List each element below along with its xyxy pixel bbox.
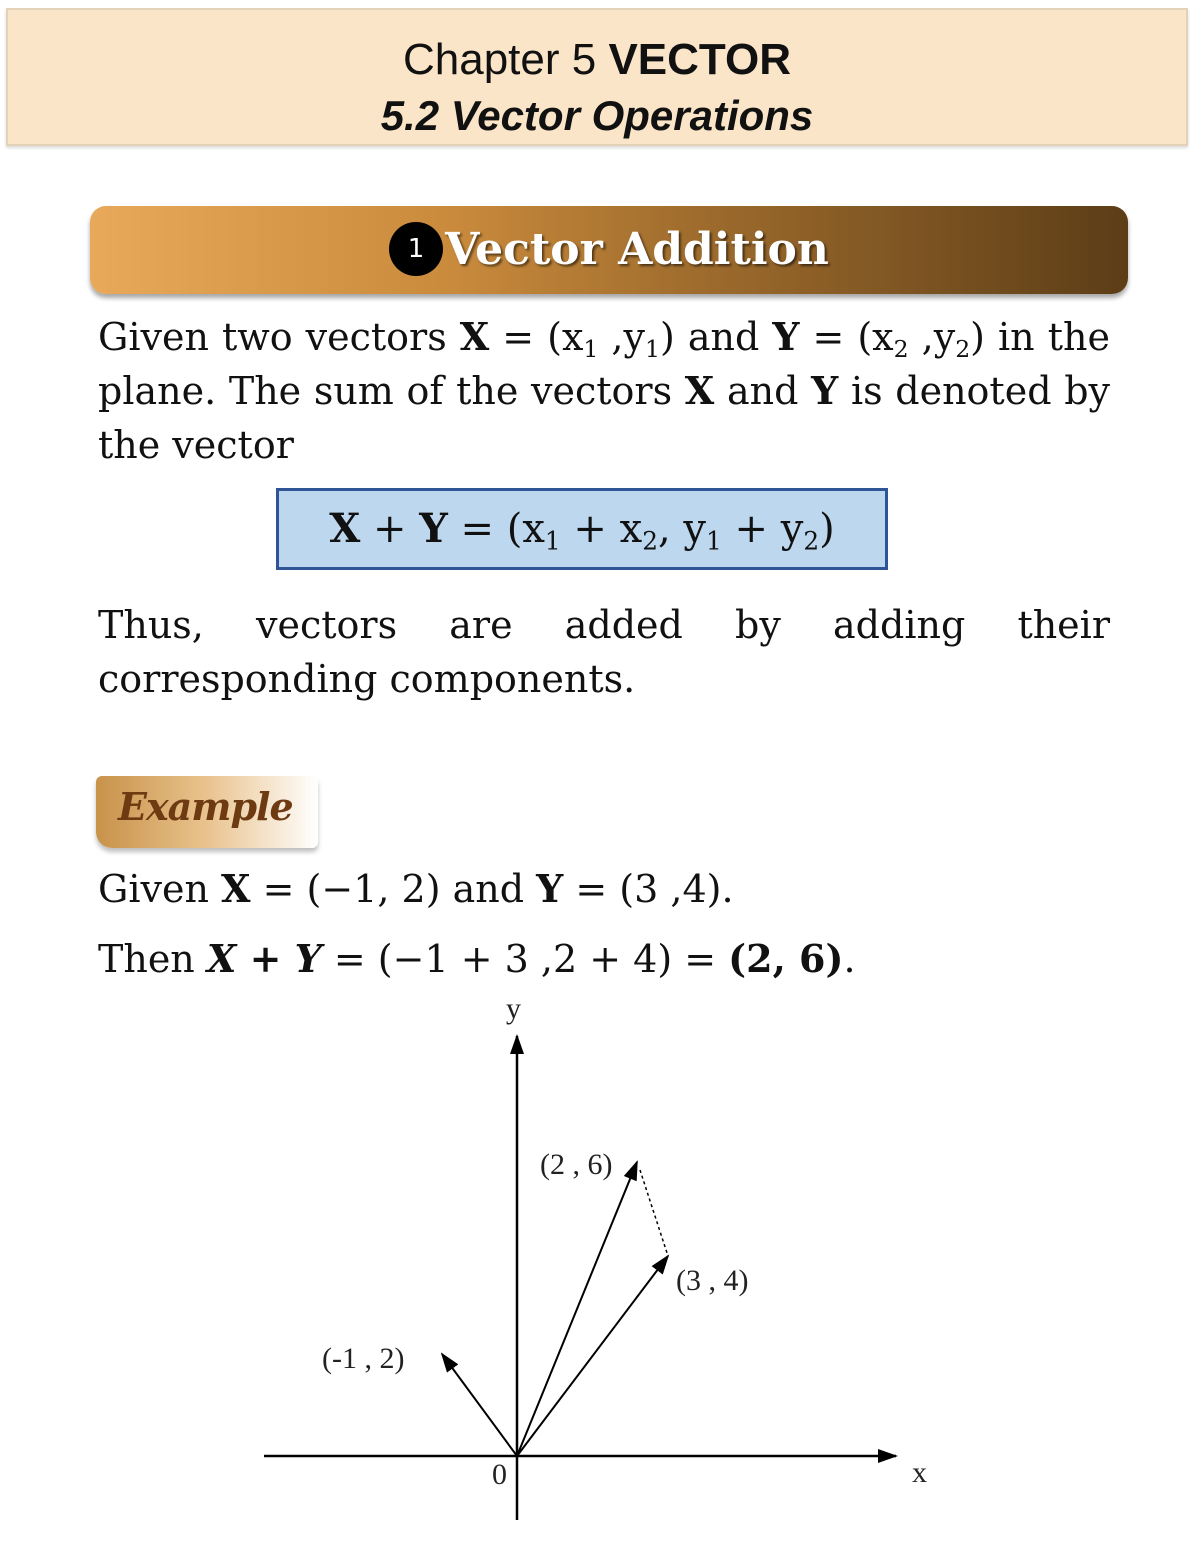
- point-label-3-4: (3 , 4): [676, 1264, 749, 1297]
- origin-label: 0: [492, 1458, 507, 1491]
- section-number-badge: 1: [389, 222, 443, 276]
- section-subtitle: 5.2 Vector Operations: [380, 92, 814, 139]
- point-label-neg1-2: (-1 , 2): [322, 1342, 405, 1375]
- example-tag: [96, 776, 318, 848]
- section-banner: [90, 206, 1128, 294]
- x-axis-label: x: [912, 1456, 927, 1489]
- dotted-parallel-line: [640, 1170, 668, 1256]
- point-label-2-6: (2 , 6): [540, 1148, 613, 1181]
- chapter-prefix: Chapter 5: [402, 35, 597, 84]
- chapter-title: [8, 34, 1186, 86]
- vector-sum-2-6: [517, 1162, 637, 1456]
- section-title: Vector Addition: [445, 223, 829, 275]
- example-result-line: Then X + Y = (−1 + 3 ,2 + 4) = (2, 6).: [98, 936, 856, 981]
- vector-y-3-4: [517, 1256, 668, 1456]
- thus-paragraph: Thus, vectors are added by adding their corresponding components.: [98, 603, 1110, 701]
- vector-x-neg1-2: [442, 1354, 517, 1456]
- chapter-name: VECTOR: [608, 35, 792, 84]
- example-label: Example: [118, 784, 293, 829]
- example-given-line: Given X = (−1, 2) and Y = (3 ,4).: [98, 866, 734, 911]
- sum-formula-box: $X + Y = (x_1 + x_2$, $y_1 + y_2$): [276, 488, 888, 570]
- chapter-header: [6, 8, 1188, 146]
- intro-paragraph: Given two vectors $X = (x_1$ $,y_1$) and $Y = (x_2$ $,y_2$) in the plane. The sum of the vectors X and Y is denoted by the vector: [98, 314, 1110, 467]
- vector-addition-graph: [240, 990, 960, 1530]
- y-axis-label: y: [506, 992, 521, 1025]
